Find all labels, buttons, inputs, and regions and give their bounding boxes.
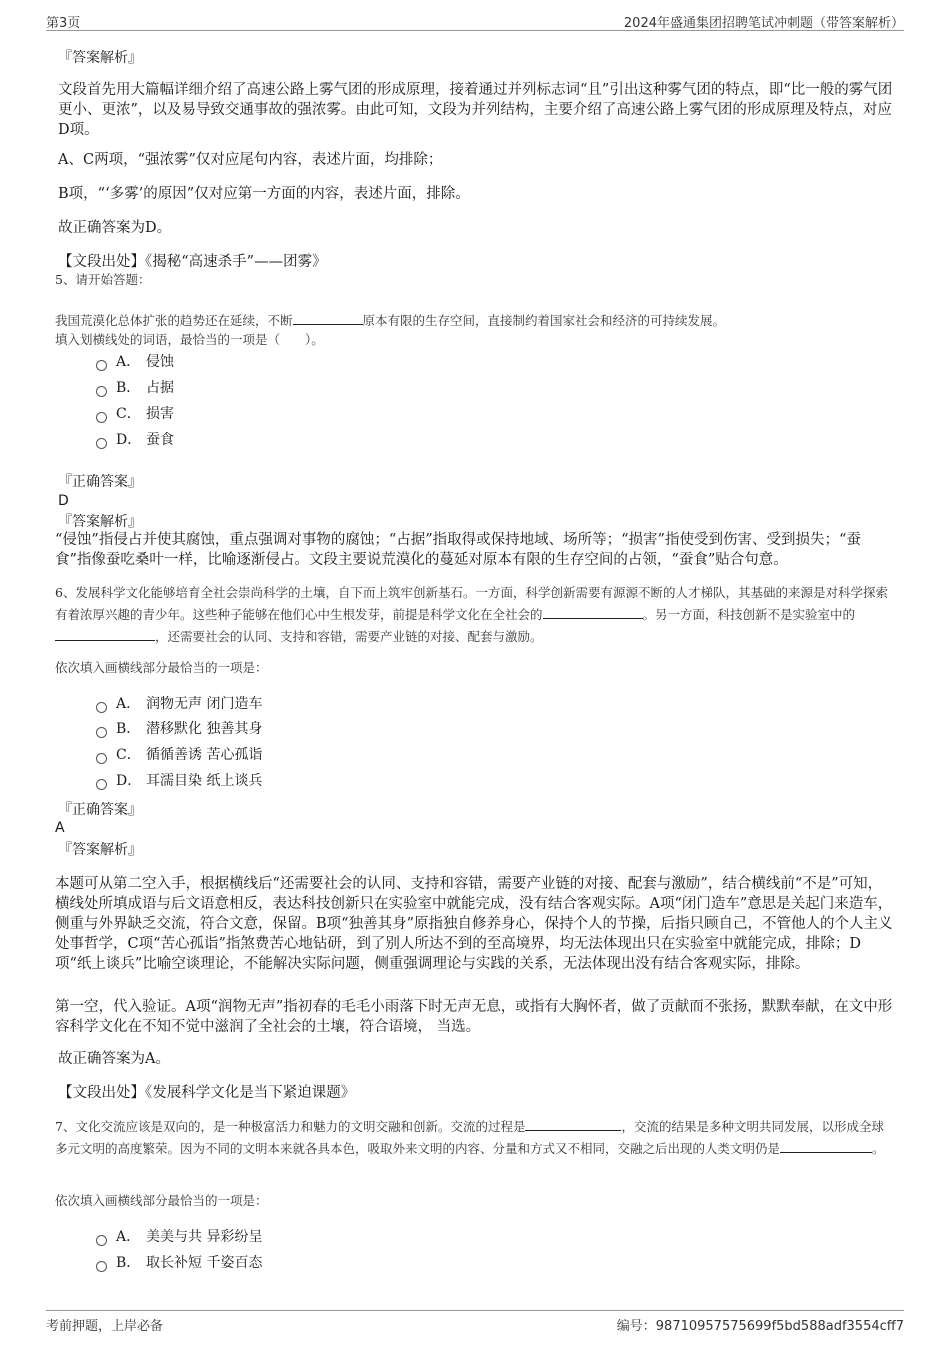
option-text: 占据 — [146, 380, 174, 396]
q7-option-a[interactable] — [96, 1227, 262, 1247]
q6-answer-label: 『正确答案』 — [58, 802, 142, 818]
option-text: 潜移默化 独善其身 — [146, 721, 263, 737]
q6-option-c[interactable] — [96, 745, 262, 765]
option-letter: C． — [116, 747, 141, 763]
option-letter: A． — [116, 354, 141, 370]
q6-answer: A — [55, 820, 65, 836]
q4-analysis-paragraph-4: 故正确答案为D。 — [58, 220, 172, 236]
q6-source: 【文段出处】《发展科学文化是当下紧迫课题》 — [58, 1085, 356, 1101]
q4-analysis-label: 『答案解析』 — [58, 50, 142, 66]
q6-analysis-paragraph-1: 本题可从第二空入手，根据横线后“还需要社会的认同、支持和容错，需要产业链的对接、配套与激励”，结合横线前“不是”可知，横线处所填成语与后文语意相反，表达科技创新只在实验室中就能完成，没有结合客观实际。A项“闭门造车”意思是关起门来造车，侧重与外界缺乏交流，符合文意，保留。B项“独善其身”原指独自修养身心，保持个人的节操，后指只顾自己，不管他人的个人主义处事哲学，C项“苦心孤诣”指煞费苦心地钻研，到了别人所达不到的至高境界，均无法体现出只在实验室中就能完成，排除；D项“纸上谈兵”比喻空谈理论，不能解决实际问题，侧重强调理论与实践的关系，无法体现出没有结合客观实际，排除。 — [55, 876, 893, 972]
q5-option-d[interactable] — [96, 430, 174, 450]
q6-blank-2 — [55, 626, 155, 641]
q7-stem-part-2: ，交流的结果是多种文明共同发展，以形成全球多元文明的高度繁荣。因为不同的文明本来就各具本色，吸取外来文明的内容、分量和方式又不相同，交融之后出现的人类文明仍是 — [55, 1119, 884, 1156]
q6-analysis-label: 『答案解析』 — [58, 842, 142, 858]
q7-stem-part-1: 7、文化交流应该是双向的，是一种极富活力和魅力的文明交融和创新。交流的过程是 — [55, 1119, 526, 1134]
q5-answer-label: 『正确答案』 — [58, 474, 142, 490]
option-letter: D． — [116, 773, 142, 789]
q5-stem-part-1: 我国荒漠化总体扩张的趋势还在延续，不断 — [55, 313, 293, 328]
option-text: 耳濡目染 纸上谈兵 — [146, 773, 263, 789]
q6-stem — [55, 582, 895, 648]
q5-option-b[interactable] — [96, 378, 174, 398]
option-letter: B． — [116, 1255, 141, 1271]
q7-blank-2 — [780, 1138, 872, 1153]
footer-slogan: 考前押题，上岸必备 — [46, 1319, 164, 1334]
option-letter: A． — [116, 696, 141, 712]
radio-icon[interactable] — [96, 1235, 107, 1246]
q5-option-c[interactable] — [96, 404, 174, 424]
q6-stem-part-1: 6、发展科学文化能够培育全社会崇尚科学的土壤，自下而上筑牢创新基石。一方面，科学创新需要有源源不断的人才梯队，其基础的来源是对科学探索有着浓厚兴趣的青少年。这些种子能够在他们心中生根发芽，前提是科学文化在全社会的 — [55, 585, 888, 622]
page-footer — [46, 1310, 904, 1335]
q5-analysis-label: 『答案解析』 — [58, 514, 142, 530]
q7-stem-part-3: 。 — [872, 1141, 885, 1156]
q6-blank-1 — [543, 604, 643, 619]
q7-stem — [55, 1116, 895, 1160]
q6-instruction: 依次填入画横线部分最恰当的一项是： — [55, 660, 268, 675]
radio-icon[interactable] — [96, 753, 107, 764]
option-letter: D． — [116, 432, 142, 448]
radio-icon[interactable] — [96, 702, 107, 713]
q4-analysis-paragraph-2: A、C两项，“强浓雾”仅对应尾句内容，表述片面，均排除； — [58, 152, 443, 168]
q5-blank — [293, 310, 363, 325]
q6-option-b[interactable] — [96, 719, 262, 739]
option-text: 蚕食 — [146, 432, 174, 448]
radio-icon[interactable] — [96, 438, 107, 449]
option-letter: B． — [116, 380, 141, 396]
document-title: 2024年盛通集团招聘笔试冲刺题（带答案解析） — [623, 16, 904, 31]
q6-analysis-paragraph-2: 第一空，代入验证。A项“润物无声”指初春的毛毛小雨落下时无声无息，或指有大胸怀者，做了贡献而不张扬，默默奉献，在文中形容科学文化在不知不觉中滋润了全社会的土壤，符合语境， 当选。 — [55, 999, 893, 1035]
radio-icon[interactable] — [96, 779, 107, 790]
radio-icon[interactable] — [96, 386, 107, 397]
q6-stem-part-2: 。另一方面，科技创新不是实验室中的 — [642, 607, 856, 622]
q7-instruction: 依次填入画横线部分最恰当的一项是： — [55, 1193, 268, 1208]
option-text: 循循善诱 苦心孤诣 — [146, 747, 263, 763]
option-letter: B． — [116, 721, 141, 737]
q6-analysis-paragraph-3: 故正确答案为A。 — [58, 1051, 170, 1067]
q6-option-d[interactable] — [96, 771, 262, 791]
q7-option-b[interactable] — [96, 1253, 262, 1273]
option-letter: A． — [116, 1229, 141, 1245]
q4-analysis-paragraph-3: B项，“‘多雾’的原因”仅对应第一方面的内容，表述片面，排除。 — [58, 186, 470, 202]
q5-instruction: 填入划横线处的词语，最恰当的一项是（ ）。 — [55, 332, 324, 347]
q4-source: 【文段出处】《揭秘“高速杀手”——团雾》 — [58, 254, 327, 270]
page-number: 第3页 — [46, 16, 81, 31]
option-text: 润物无声 闭门造车 — [146, 696, 263, 712]
footer-code: 编号：98710957575699f5bd588adf3554cff7 — [616, 1319, 904, 1334]
option-text: 侵蚀 — [146, 354, 174, 370]
radio-icon[interactable] — [96, 360, 107, 371]
option-text: 损害 — [146, 406, 174, 422]
option-letter: C． — [116, 406, 141, 422]
radio-icon[interactable] — [96, 1261, 107, 1272]
q5-option-a[interactable] — [96, 352, 174, 372]
q4-analysis-paragraph-1: 文段首先用大篇幅详细介绍了高速公路上雾气团的形成原理，接着通过并列标志词“且”引出这种雾气团的特点，即“比一般的雾气团更小、更浓”，以及易导致交通事故的强浓雾。由此可知，文段为并列结构，主要介绍了高速公路上雾气团的形成原理及特点，对应D项。 — [58, 82, 893, 138]
radio-icon[interactable] — [96, 727, 107, 738]
option-text: 取长补短 千姿百态 — [146, 1255, 263, 1271]
radio-icon[interactable] — [96, 412, 107, 423]
q5-analysis: “侵蚀”指侵占并使其腐蚀，重点强调对事物的腐蚀；“占据”指取得或保持地域、场所等；“损害”指使受到伤害、受到损失；“蚕食”指像蚕吃桑叶一样，比喻逐渐侵占。文段主要说荒漠化的蔓延对原本有限的生存空间的占领，“蚕食”贴合句意。 — [55, 532, 861, 568]
option-text: 美美与共 异彩纷呈 — [146, 1229, 263, 1245]
q7-blank-1 — [525, 1116, 621, 1131]
q6-stem-part-3: ，还需要社会的认同、支持和容错，需要产业链的对接、配套与激励。 — [155, 629, 543, 644]
q5-stem-part-2: 原本有限的生存空间，直接制约着国家社会和经济的可持续发展。 — [362, 313, 726, 328]
q5-answer: D — [58, 493, 69, 509]
q6-option-a[interactable] — [96, 694, 262, 714]
q5-number: 5、请开始答题： — [55, 272, 151, 287]
page-header — [46, 8, 904, 31]
